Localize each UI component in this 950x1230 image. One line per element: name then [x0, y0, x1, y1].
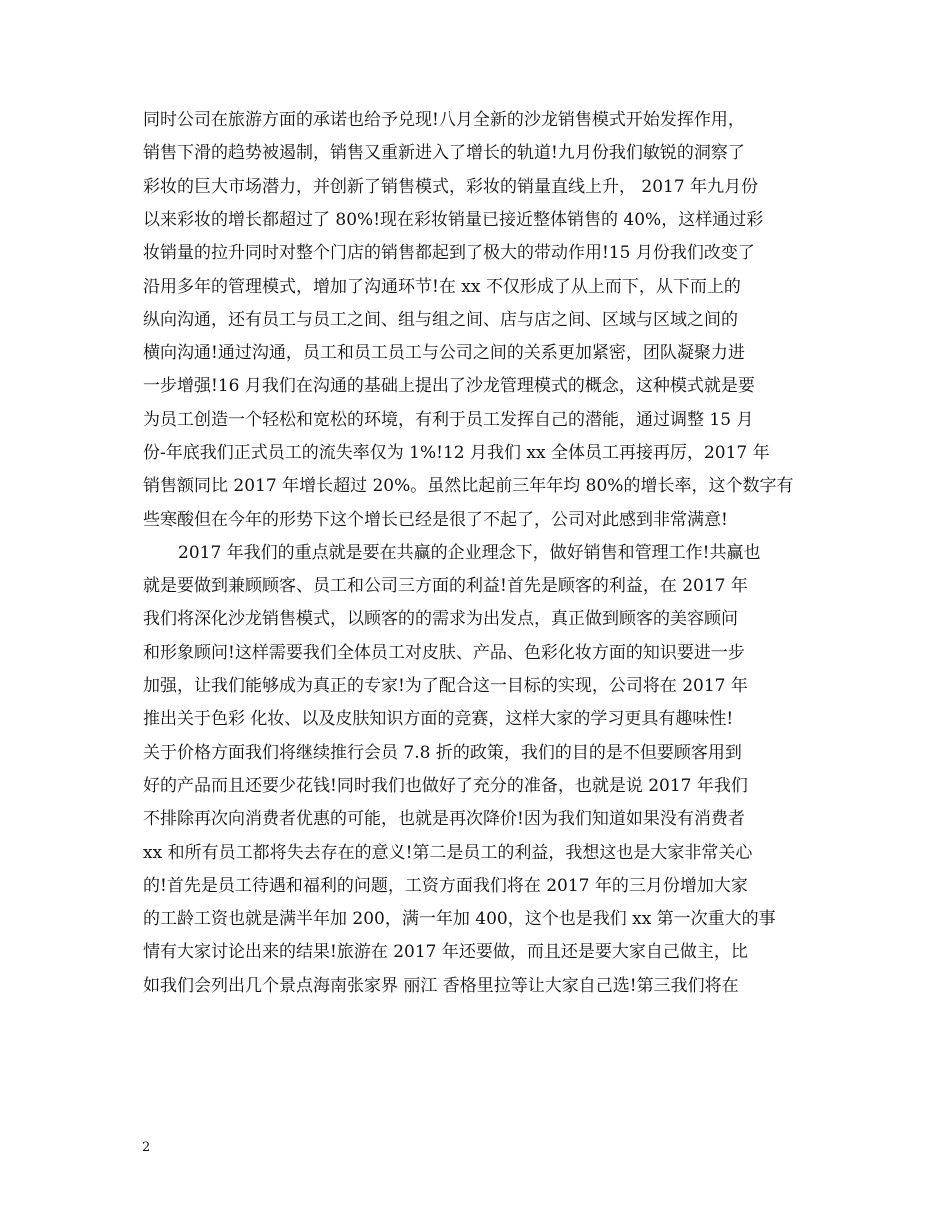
text-line: 同时公司在旅游方面的承诺也给予兑现!八月全新的沙龙销售模式开始发挥作用， — [143, 110, 745, 130]
text-line: 销售额同比 2017 年增长超过 20%。虽然比起前三年年均 80%的增长率，这个数字有 — [143, 476, 794, 496]
text-line: 彩妆的巨大市场潜力，并创新了销售模式，彩妆的销量直线上升， 2017 年九月份 — [143, 177, 759, 197]
page-number: 2 — [142, 1140, 151, 1155]
text-line: 份-年底我们正式员工的流失率仅为 1%!12 月我们 xx 全体员工再接再厉，2017 年 — [143, 443, 770, 463]
text-line: 妆销量的拉升同时对整个门店的销售都起到了极大的带动作用!15 月份我们改变了 — [143, 243, 755, 263]
text-line: xx 和所有员工都将失去存在的意义!第二是员工的利益，我想这也是大家非常关心 — [143, 843, 753, 863]
text-line: 如我们会列出几个景点海南张家界 丽江 香格里拉等让大家自己选!第三我们将在 — [143, 976, 739, 996]
text-line: 为员工创造一个轻松和宽松的环境，有利于员工发挥自己的潜能，通过调整 15 月 — [143, 410, 754, 430]
text-line: 加强，让我们能够成为真正的专家!为了配合这一目标的实现，公司将在 2017 年 — [143, 676, 748, 696]
text-line: 我们将深化沙龙销售模式，以顾客的的需求为出发点，真正做到顾客的美容顾问 — [143, 609, 738, 629]
text-line: 的!首先是员工待遇和福利的问题，工资方面我们将在 2017 年的三月份增加大家 — [143, 876, 748, 896]
text-line: 就是要做到兼顾顾客、员工和公司三方面的利益!首先是顾客的利益，在 2017 年 — [143, 576, 748, 596]
text-line: 和形象顾问!这样需要我们全体员工对皮肤、产品、色彩化妆方面的知识要进一步 — [143, 643, 745, 663]
text-line: 一步增强!16 月我们在沟通的基础上提出了沙龙管理模式的概念，这种模式就是要 — [143, 376, 755, 396]
text-line: 以来彩妆的增长都超过了 80%!现在彩妆销量已接近整体销售的 40%，这样通过彩 — [143, 210, 764, 230]
text-line: 沿用多年的管理模式，增加了沟通环节!在 xx 不仅形成了从上而下，从下而上的 — [143, 277, 741, 297]
text-line: 些寒酸但在今年的形势下这个增长已经是很了不起了，公司对此感到非常满意! — [143, 510, 728, 530]
text-line: 的工龄工资也就是满半年加 200，满一年加 400，这个也是我们 xx 第一次重大的事 — [143, 909, 776, 929]
text-line: 关于价格方面我们将继续推行会员 7.8 折的政策，我们的目的是不但要顾客用到 — [143, 743, 742, 763]
text-line: 销售下滑的趋势被遏制，销售又重新进入了增长的轨道!九月份我们敏锐的洞察了 — [143, 143, 745, 163]
text-line: 推出关于色彩 化妆、以及皮肤知识方面的竞赛，这样大家的学习更具有趣味性! — [143, 709, 734, 729]
text-line: 横向沟通!通过沟通，员工和员工员工与公司之间的关系更加紧密，团队凝聚力进 — [143, 343, 745, 363]
text-line: 好的产品而且还要少花钱!同时我们也做好了充分的准备，也就是说 2017 年我们 — [143, 776, 748, 796]
text-line: 2017 年我们的重点就是要在共赢的企业理念下，做好销售和管理工作!共赢也 — [178, 543, 761, 563]
text-line: 情有大家讨论出来的结果!旅游在 2017 年还要做，而且还是要大家自己做主，比 — [143, 942, 748, 962]
text-line: 纵向沟通，还有员工与员工之间、组与组之间、店与店之间、区域与区域之间的 — [143, 310, 738, 330]
text-line: 不排除再次向消费者优惠的可能，也就是再次降价!因为我们知道如果没有消费者 — [143, 809, 745, 829]
